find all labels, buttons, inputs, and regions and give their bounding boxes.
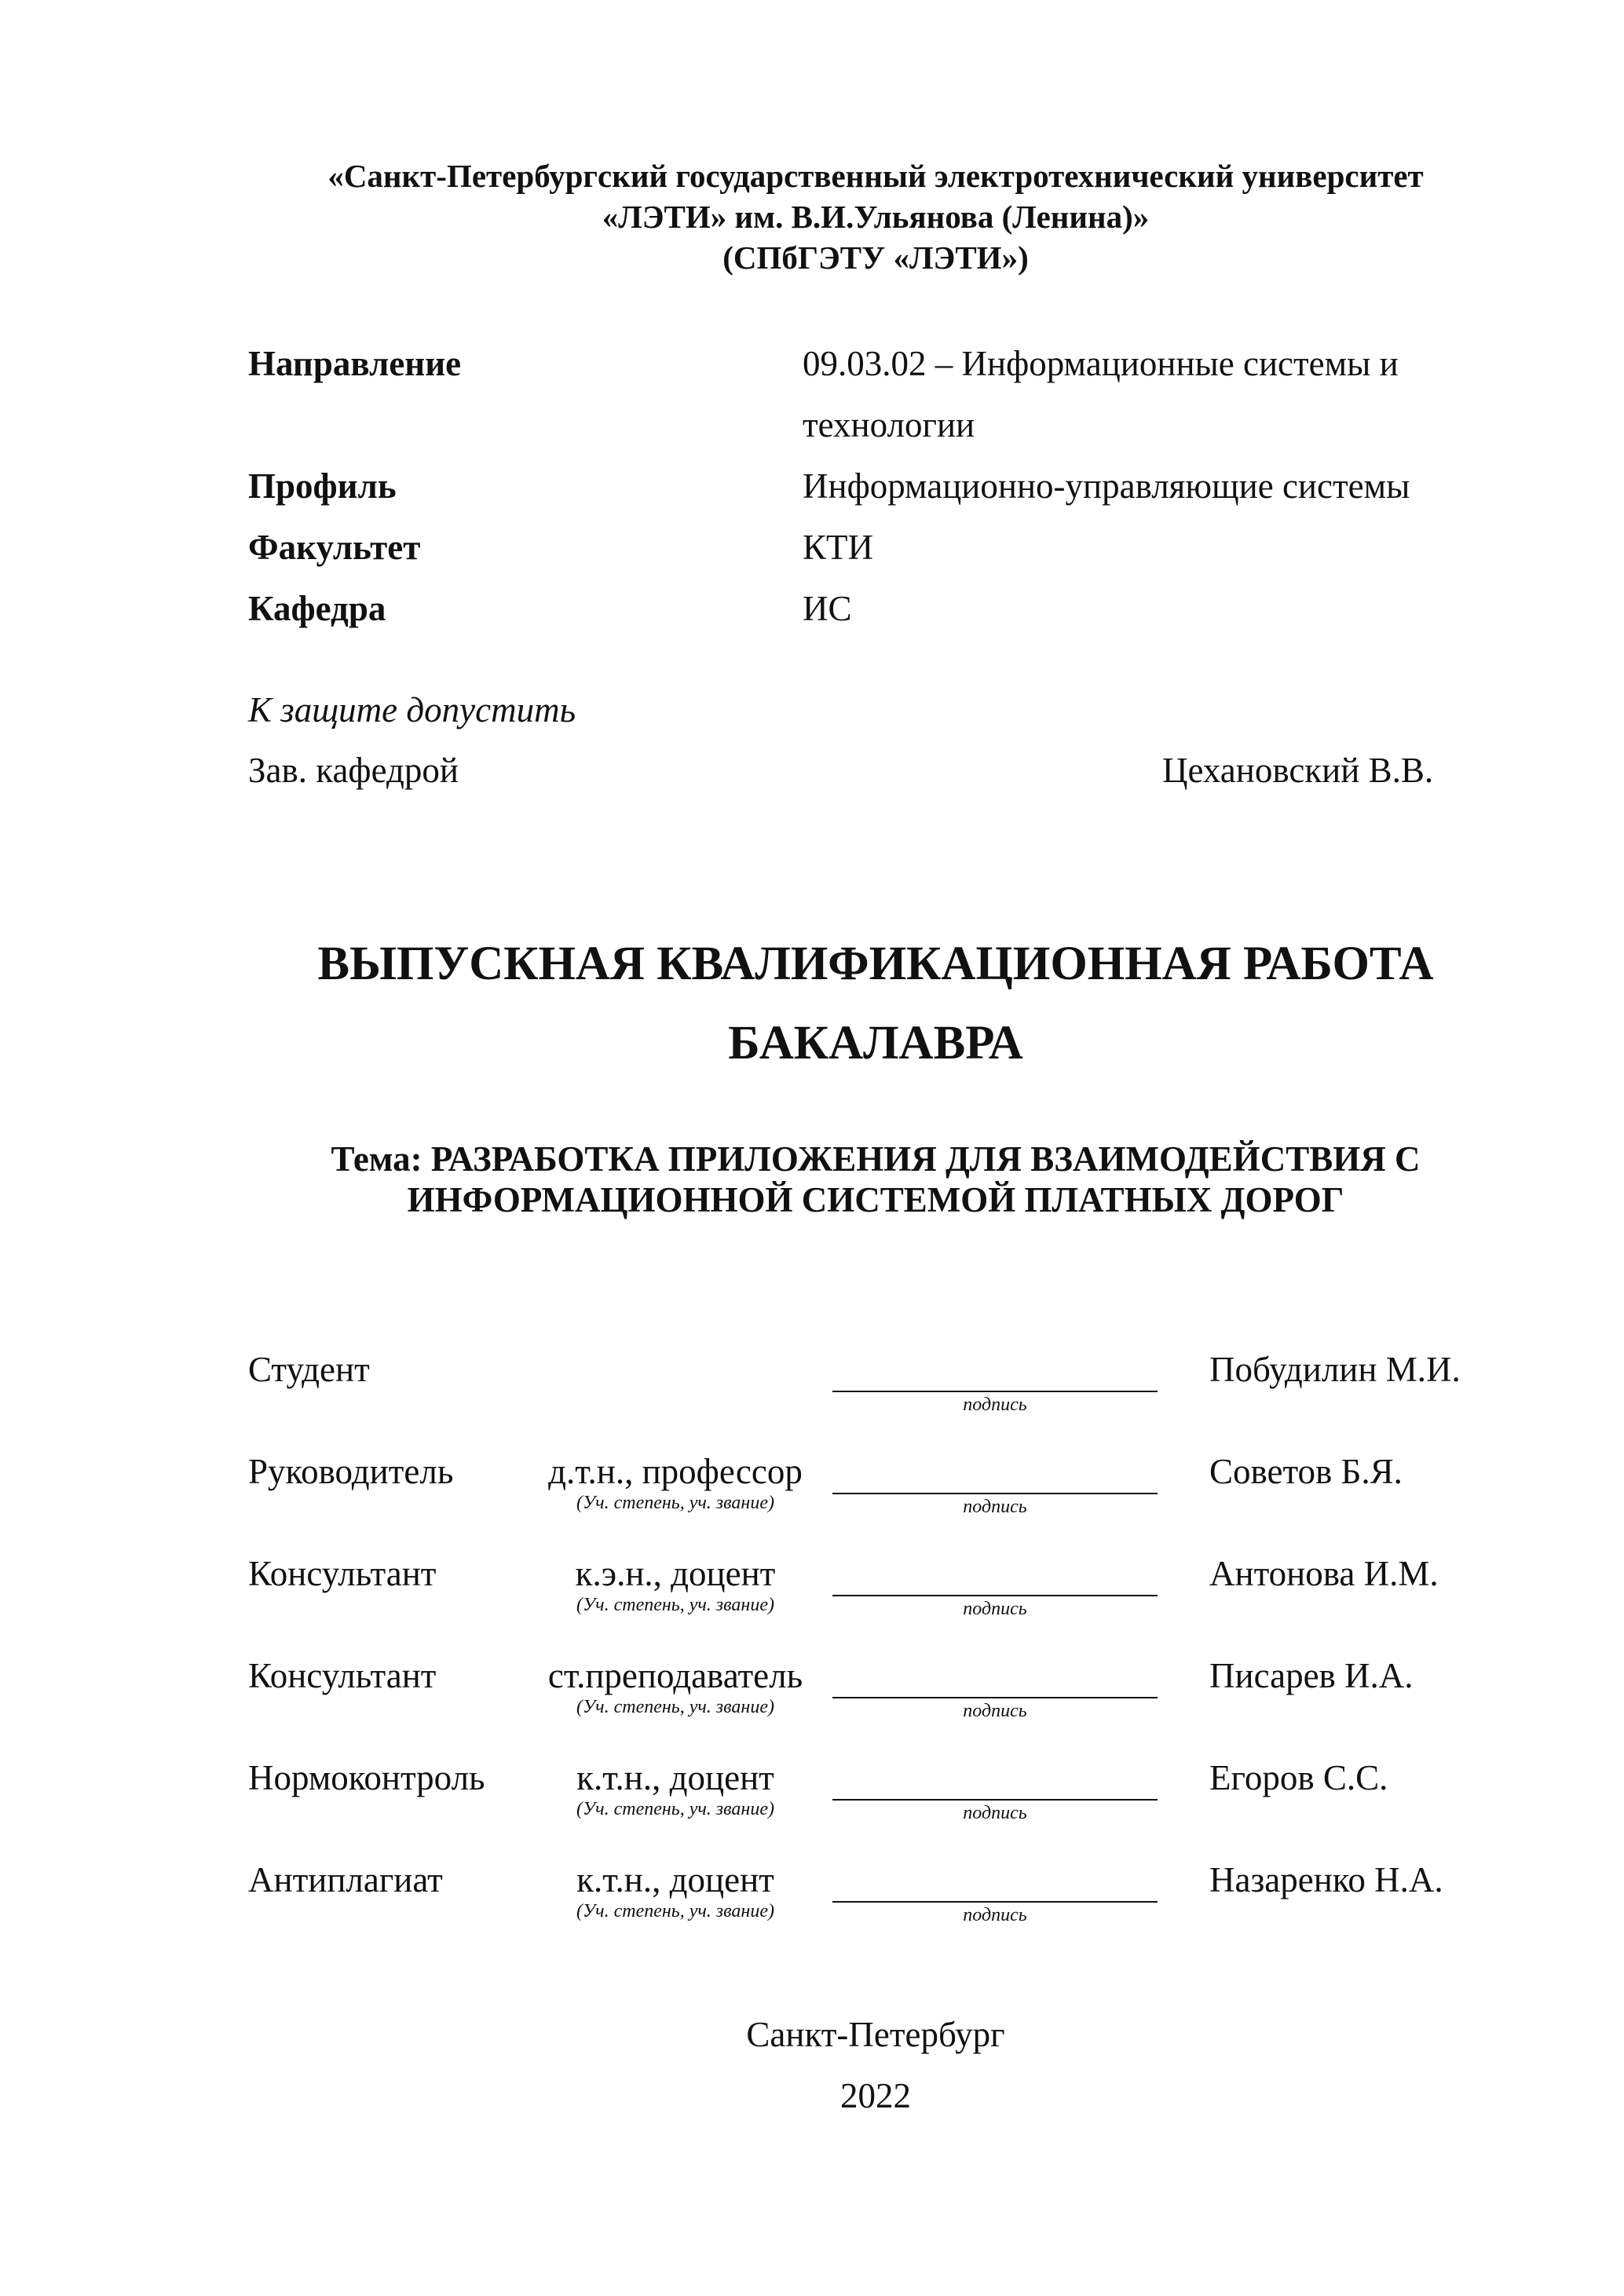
document-title-line-1: ВЫПУСКНАЯ КВАЛИФИКАЦИОННАЯ РАБОТА <box>317 938 1434 990</box>
admission-note: К защите допустить <box>248 690 576 729</box>
signature-role: Студент <box>248 1350 370 1389</box>
signatory-name: Назаренко Н.А. <box>1209 1860 1443 1899</box>
signature-caption: подпись <box>963 1803 1027 1823</box>
signature-line <box>832 1493 1158 1494</box>
academic-degree: к.т.н., доцент <box>576 1860 774 1899</box>
faculty-value: КТИ <box>803 528 873 567</box>
signature-line <box>832 1391 1158 1392</box>
signature-role: Нормоконтроль <box>248 1758 485 1797</box>
topic-line-2: ИНФОРМАЦИОННОЙ СИСТЕМОЙ ПЛАТНЫХ ДОРОГ <box>407 1180 1344 1219</box>
university-abbreviation: (СПбГЭТУ «ЛЭТИ») <box>722 239 1029 276</box>
signatory-name: Побудилин М.И. <box>1209 1350 1461 1389</box>
academic-degree: к.э.н., доцент <box>575 1554 776 1593</box>
city: Санкт-Петербург <box>746 2015 1005 2054</box>
department-label: Кафедра <box>248 589 386 628</box>
signature-caption: подпись <box>963 1395 1027 1415</box>
department-value: ИС <box>803 589 852 628</box>
head-of-department-label: Зав. кафедрой <box>248 751 459 790</box>
signature-role: Консультант <box>248 1656 437 1695</box>
degree-caption: (Уч. степень, уч. звание) <box>576 1493 774 1513</box>
university-name-line-2: «ЛЭТИ» им. В.И.Ульянова (Ленина)» <box>602 199 1150 235</box>
degree-caption: (Уч. степень, уч. звание) <box>576 1595 774 1615</box>
signature-line <box>832 1697 1158 1698</box>
profile-value: Информационно-управляющие системы <box>803 466 1410 506</box>
university-name-line-1: «Санкт-Петербургский государственный электротехнический университет <box>327 158 1424 194</box>
profile-label: Профиль <box>248 466 397 506</box>
direction-value: 09.03.02 – Информационные системы и <box>803 344 1399 383</box>
signatory-name: Советов Б.Я. <box>1209 1452 1403 1491</box>
signature-caption: подпись <box>963 1599 1027 1619</box>
direction-value-continued: технологии <box>803 405 975 444</box>
signature-caption: подпись <box>963 1497 1027 1517</box>
signature-role: Антиплагиат <box>248 1860 443 1899</box>
topic-line-1: Тема: РАЗРАБОТКА ПРИЛОЖЕНИЯ ДЛЯ ВЗАИМОДЕЙСТВИЯ С <box>331 1139 1421 1179</box>
document-title-line-2: БАКАЛАВРА <box>728 1017 1023 1069</box>
signatory-name: Антонова И.М. <box>1209 1554 1439 1593</box>
faculty-label: Факультет <box>248 528 421 567</box>
academic-degree: ст.преподаватель <box>547 1656 803 1695</box>
signature-caption: подпись <box>963 1701 1027 1721</box>
degree-caption: (Уч. степень, уч. звание) <box>576 1799 774 1819</box>
signature-role: Руководитель <box>248 1452 454 1491</box>
signature-line <box>832 1901 1158 1903</box>
academic-degree: д.т.н., профессор <box>548 1452 803 1491</box>
head-of-department-name: Цехановский В.В. <box>1162 751 1434 790</box>
degree-caption: (Уч. степень, уч. звание) <box>576 1697 774 1717</box>
signature-caption: подпись <box>963 1905 1027 1925</box>
academic-degree: к.т.н., доцент <box>576 1758 774 1797</box>
signature-role: Консультант <box>248 1554 437 1593</box>
degree-caption: (Уч. степень, уч. звание) <box>576 1901 774 1921</box>
signatory-name: Писарев И.А. <box>1209 1656 1414 1695</box>
signature-line <box>832 1595 1158 1596</box>
signature-line <box>832 1799 1158 1801</box>
signatory-name: Егоров С.С. <box>1209 1758 1388 1797</box>
year: 2022 <box>840 2076 911 2115</box>
direction-label: Направление <box>248 344 462 383</box>
